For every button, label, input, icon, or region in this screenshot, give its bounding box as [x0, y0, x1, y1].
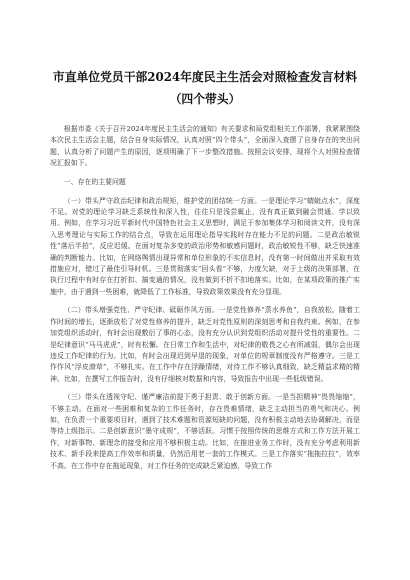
intro-paragraph: 根据市委《关于召开2024年度民主生活会的通知》有关要求和局党组相关工作部署，我紧紧围绕本次民主生活会主题，结合自身实际情况，认真对照“四个带头”，全面深入查摆了自身存在的突出问题，认真分析了问题产生的原因，逐项明确了下一步整改措施。按照会议安排，现将个人对照检查情况汇报如下。 [50, 125, 360, 168]
body-paragraph-3: （三）带头在透视守纪、谨严廉洁前提下勇于担责、敢于创新方面。一是当担精神“畏畏缩缩”，不够主动。在面对一些困难和复杂的工作任务时，存在畏难情绪，缺乏主动担当的勇气和决心。例如，在负责一个重要项目时，遇到了技术难题和资源短缺的问题，没有积极主动地去协调解决，而是等待上级指示。二是创新意识“墨守成规”，不够活跃。习惯于按照传统的思维方式和工作方法开展工作，对新事物、新理念的接受和应用不够积极主动。比如，在推进业务工作时，没有充分考虑利用新技术、新手段来提高工作效率和质量，仍然沿用老一套的工作模式。三是工作落实“拖拖拉拉”，效率不高。在工作中存在拖延现象，对工作任务的完成缺乏紧迫感，导致工作 [50, 393, 360, 470]
document-title: 市直单位党员干部2024年度民主生活会对照检查发言材料（四个带头） [52, 70, 358, 106]
section-heading: 一、存在的主要问题 [63, 177, 126, 186]
body-paragraph-2: （二）带头增强党性、严守纪律、砥砺作风方面。一是党性修养“蒸水养鱼”，自我放松。随着工作时间的增长，逐渐放松了对党性修养的提升，缺乏对党性原则的深刻思考和自我约束。例如，在参加党组织活动时，有时会出现敷衍了事的心态，没有充分认识到党组织活动对提升党性的重要性。二是纪律意识“马马虎虎”，时有松懈。在日常工作和生活中，对纪律的敬畏之心有所减弱，偶尔会出现违反工作纪律的行为。比如，有时会出现迟到早退的现象，对单位的规章制度没有严格遵守。三是工作作风“浮皮潦草”，不够扎实。在工作中存在浮躁情绪，对待工作不够认真细致，缺乏精益求精的精神。比如，在撰写工作报告时，没有仔细核对数据和内容，导致报告中出现一些低级错误。 [50, 306, 360, 383]
body-paragraph-1: （一）带头严守政治纪律和政治规矩，维护党的团结统一方面。一是理论学习“蜻蜓点水”，深度不足。对党的理论学习缺乏系统性和深入性，往往只是浅尝辄止，没有真正做到融会贯通、学以致用。例如，在学习习近平新时代中国特色社会主义思想时，满足于参加集体学习和阅读文件，没有深入思考理论与实际工作的结合点，导致在运用理论指导实践时存在能力不足的问题。二是政治敏锐性“落后半拍”，反应迟缓。在面对复杂多变的政治形势和敏感问题时，政治敏锐性不够，缺乏快速准确的判断能力。比如，在网络舆情出现异常和单位形象的不实信息时，没有第一时间做出并采取有效措施应对，错过了最佳引导时机。三是贯彻落实“回头看”不够，力度欠缺，对于上级的决策部署，在执行过程中有时存在打折扣、搞变通的情况，没有做到不折不扣地落实。比如，在某项政策的推广实施中，由于遇到一些困难，就降低了工作标准，导致政策效果没有充分显现。 [50, 196, 360, 296]
